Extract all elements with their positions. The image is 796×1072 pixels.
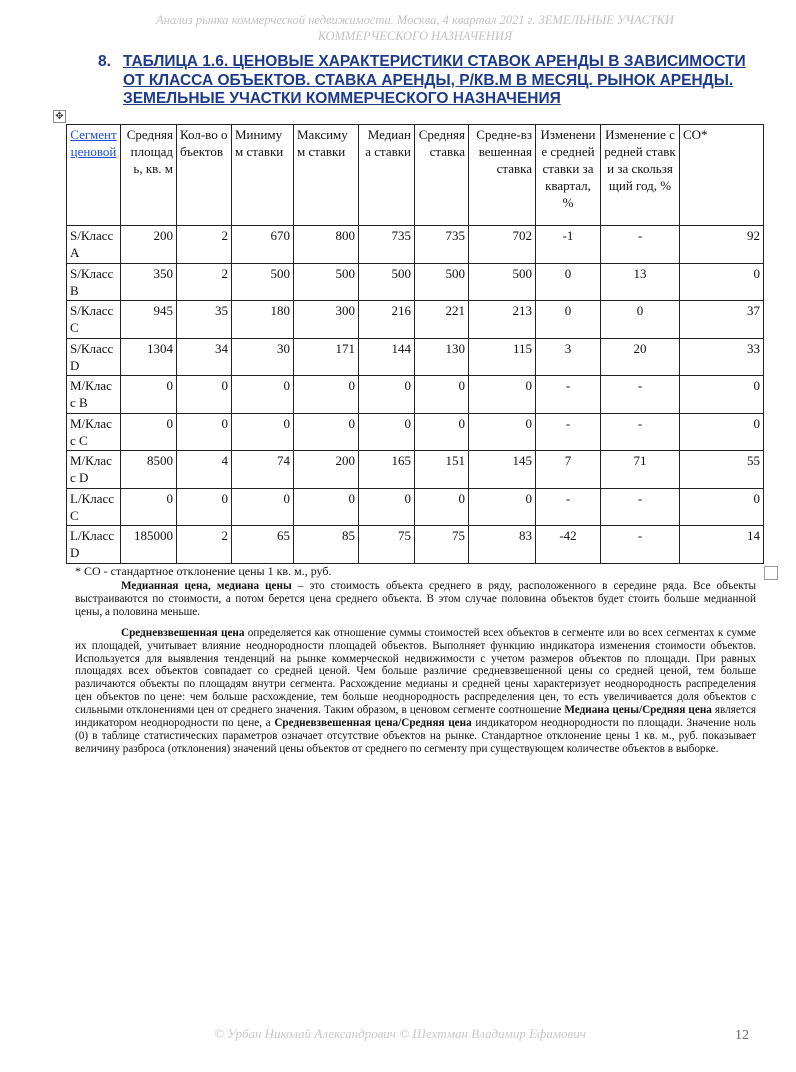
- value-cell: 0: [121, 413, 177, 451]
- value-cell: 144: [359, 338, 415, 376]
- value-cell: 0: [121, 376, 177, 414]
- value-cell: 216: [359, 301, 415, 339]
- value-cell: 34: [177, 338, 232, 376]
- value-cell: -: [601, 413, 680, 451]
- value-cell: 0: [359, 413, 415, 451]
- value-cell: 3: [536, 338, 601, 376]
- value-cell: 500: [294, 263, 359, 301]
- value-cell: -42: [536, 526, 601, 564]
- value-cell: 151: [415, 451, 469, 489]
- segment-cell: M/Класс C: [67, 413, 121, 451]
- header-avg-area: Средняя площадь, кв. м: [121, 125, 177, 226]
- value-cell: 500: [469, 263, 536, 301]
- header-weighted-rate: Средне-взвешенная ставка: [469, 125, 536, 226]
- table-row: [67, 301, 764, 339]
- table-row: [67, 526, 764, 564]
- value-cell: 115: [469, 338, 536, 376]
- segment-cell: S/Класс B: [67, 263, 121, 301]
- value-cell: -1: [536, 226, 601, 264]
- table-row: [67, 451, 764, 489]
- value-cell: 74: [232, 451, 294, 489]
- value-cell: 0: [469, 376, 536, 414]
- segment-cell: M/Класс D: [67, 451, 121, 489]
- value-cell: 92: [680, 226, 764, 264]
- value-cell: 185000: [121, 526, 177, 564]
- value-cell: 0: [536, 301, 601, 339]
- segment-cell: M/Класс B: [67, 376, 121, 414]
- value-cell: 0: [232, 413, 294, 451]
- median-avg-ratio-term: Медиана цены/Средняя цена: [564, 704, 712, 717]
- table-move-handle-icon[interactable]: ✥: [53, 110, 66, 123]
- header-max-rate: Максимум ставки: [294, 125, 359, 226]
- value-cell: 65: [232, 526, 294, 564]
- section-heading: [98, 53, 768, 109]
- value-cell: 0: [469, 488, 536, 526]
- header-avg-rate: Средняя ставка: [415, 125, 469, 226]
- value-cell: 0: [177, 413, 232, 451]
- value-cell: 500: [359, 263, 415, 301]
- table-header-row: [67, 125, 764, 226]
- value-cell: 0: [536, 263, 601, 301]
- weighted-definition-1: определяется как отношение суммы стоимостей всех объектов в сегменте или во всех сегментах к сумме их площадей, учитывает влияние неоднородности площадей объектов. Выполняет функцию индикатора изменения стоимости объектов. Используется для выявления тенденций на рынке коммерческой недвижимости с учетом размеров объектов по площади. При равных площадях всех объектов совпадает со средней ценой. Чем больше различие средневзвешенной цены со средней ценой, тем больше различаются объекты по площадям внутри сегмента. Расхождение медианы и средней цены характеризует неоднородность распределения цен объектов по цене: чем больше расхождение, тем больше неоднородность распределения цен, то есть увеличивается доля объектов с сильными отклонениями цен от среднего значения. Таким образом, в ценовом сегменте соотношение: [75, 626, 756, 717]
- weighted-definition-3: индикатором неоднородности по площади. Значение ноль (0) в таблице статистических параметров означает отсутствие объектов на рынке. Стандартное отклонение цены 1 кв. м., руб. показывает величину разброса (отклонения) значений цены объектов от среднего по сегменту при существующем количестве объектов в выборке.: [75, 717, 756, 755]
- value-cell: 0: [680, 413, 764, 451]
- value-cell: 130: [415, 338, 469, 376]
- value-cell: 0: [359, 376, 415, 414]
- rental-rates-table: [66, 124, 764, 564]
- value-cell: 0: [232, 488, 294, 526]
- running-header: [100, 12, 730, 44]
- value-cell: 200: [294, 451, 359, 489]
- value-cell: 2: [177, 263, 232, 301]
- value-cell: 300: [294, 301, 359, 339]
- value-cell: -: [601, 376, 680, 414]
- heading-text: ТАБЛИЦА 1.6. ЦЕНОВЫЕ ХАРАКТЕРИСТИКИ СТАВОК АРЕНДЫ В ЗАВИСИМОСТИ ОТ КЛАССА ОБЪЕКТОВ. СТАВКА АРЕНДЫ, Р/КВ.М В МЕСЯЦ. РЫНОК АРЕНДЫ. ЗЕМЕЛЬНЫЕ УЧАСТКИ КОММЕРЧЕСКОГО НАЗНАЧЕНИЯ: [123, 53, 746, 107]
- value-cell: 20: [601, 338, 680, 376]
- header-count: Кол-во объектов: [177, 125, 232, 226]
- weighted-avg-ratio-term: Средневзвешенная цена/Средняя цена: [274, 717, 472, 730]
- value-cell: 702: [469, 226, 536, 264]
- value-cell: 0: [359, 488, 415, 526]
- segment-cell: L/Класс C: [67, 488, 121, 526]
- table-footnote: * СО - стандартное отклонение цены 1 кв. м., руб.: [75, 564, 332, 578]
- value-cell: 14: [680, 526, 764, 564]
- value-cell: 0: [415, 376, 469, 414]
- value-cell: 0: [415, 413, 469, 451]
- value-cell: 30: [232, 338, 294, 376]
- median-paragraph: [75, 580, 756, 619]
- value-cell: 0: [415, 488, 469, 526]
- value-cell: 8500: [121, 451, 177, 489]
- value-cell: 71: [601, 451, 680, 489]
- table-row: [67, 263, 764, 301]
- value-cell: -: [536, 488, 601, 526]
- value-cell: 83: [469, 526, 536, 564]
- value-cell: 13: [601, 263, 680, 301]
- value-cell: 0: [294, 413, 359, 451]
- table-row: [67, 226, 764, 264]
- value-cell: 500: [232, 263, 294, 301]
- value-cell: 670: [232, 226, 294, 264]
- value-cell: 180: [232, 301, 294, 339]
- weighted-term: Средневзвешенная цена: [121, 626, 245, 639]
- header-min-rate: Минимум ставки: [232, 125, 294, 226]
- value-cell: 0: [294, 488, 359, 526]
- value-cell: 0: [601, 301, 680, 339]
- value-cell: -: [601, 526, 680, 564]
- segment-cell: S/Класс C: [67, 301, 121, 339]
- page-number: 12: [735, 1028, 749, 1043]
- header-std-dev: СО*: [680, 125, 764, 226]
- value-cell: 145: [469, 451, 536, 489]
- page-footer: © Урбан Николай Александрович © Шехтман Владимир Ефимович: [214, 1026, 586, 1041]
- value-cell: 165: [359, 451, 415, 489]
- value-cell: 171: [294, 338, 359, 376]
- value-cell: 0: [469, 413, 536, 451]
- table-row: [67, 488, 764, 526]
- value-cell: 55: [680, 451, 764, 489]
- value-cell: 945: [121, 301, 177, 339]
- value-cell: 33: [680, 338, 764, 376]
- weighted-paragraph: [75, 627, 756, 756]
- value-cell: 2: [177, 526, 232, 564]
- value-cell: 735: [359, 226, 415, 264]
- value-cell: 0: [680, 376, 764, 414]
- value-cell: -: [536, 413, 601, 451]
- value-cell: -: [601, 488, 680, 526]
- header-quarter-change: Изменение средней ставки за квартал, %: [536, 125, 601, 226]
- value-cell: 2: [177, 226, 232, 264]
- text-boundary-marker: [764, 566, 778, 580]
- value-cell: 35: [177, 301, 232, 339]
- table-body: [67, 226, 764, 564]
- table-row: [67, 338, 764, 376]
- value-cell: 200: [121, 226, 177, 264]
- running-header-line2: КОММЕРЧЕСКОГО НАЗНАЧЕНИЯ: [317, 29, 513, 43]
- value-cell: -: [536, 376, 601, 414]
- value-cell: 0: [680, 263, 764, 301]
- value-cell: 350: [121, 263, 177, 301]
- value-cell: 800: [294, 226, 359, 264]
- segment-cell: S/Класс D: [67, 338, 121, 376]
- value-cell: 221: [415, 301, 469, 339]
- segment-cell: L/Класс D: [67, 526, 121, 564]
- header-segment[interactable]: Сегмент ценовой: [67, 125, 121, 226]
- value-cell: 735: [415, 226, 469, 264]
- value-cell: 75: [415, 526, 469, 564]
- median-definition: – это стоимость объекта среднего в ряду, расположенного в середине ряда. Все объекты выстраиваются по стоимости, а потом берется цена среднего объекта. В этом случае половина объектов будет стоить больше медианной цены, а половина меньше.: [75, 580, 756, 618]
- header-median-rate: Медиана ставки: [359, 125, 415, 226]
- value-cell: 0: [294, 376, 359, 414]
- header-year-change: Изменение средней ставки за скользящий год, %: [601, 125, 680, 226]
- value-cell: 7: [536, 451, 601, 489]
- value-cell: 500: [415, 263, 469, 301]
- median-term: Медианная цена, медиана цены: [121, 580, 292, 592]
- value-cell: 75: [359, 526, 415, 564]
- value-cell: 0: [232, 376, 294, 414]
- value-cell: -: [601, 226, 680, 264]
- segment-cell: S/Класс A: [67, 226, 121, 264]
- heading-number: 8.: [98, 53, 111, 70]
- value-cell: 37: [680, 301, 764, 339]
- value-cell: 0: [680, 488, 764, 526]
- value-cell: 4: [177, 451, 232, 489]
- value-cell: 213: [469, 301, 536, 339]
- value-cell: 0: [121, 488, 177, 526]
- value-cell: 1304: [121, 338, 177, 376]
- table-row: [67, 376, 764, 414]
- weighted-definition-2: является индикатором неоднородности по цене, а: [75, 704, 756, 730]
- value-cell: 0: [177, 488, 232, 526]
- definitions-text: [75, 580, 756, 756]
- value-cell: 85: [294, 526, 359, 564]
- running-header-line1: Анализ рынка коммерческой недвижимости. Москва, 4 квартал 2021 г. ЗЕМЕЛЬНЫЕ УЧАСТКИ: [156, 13, 674, 27]
- table-row: [67, 413, 764, 451]
- value-cell: 0: [177, 376, 232, 414]
